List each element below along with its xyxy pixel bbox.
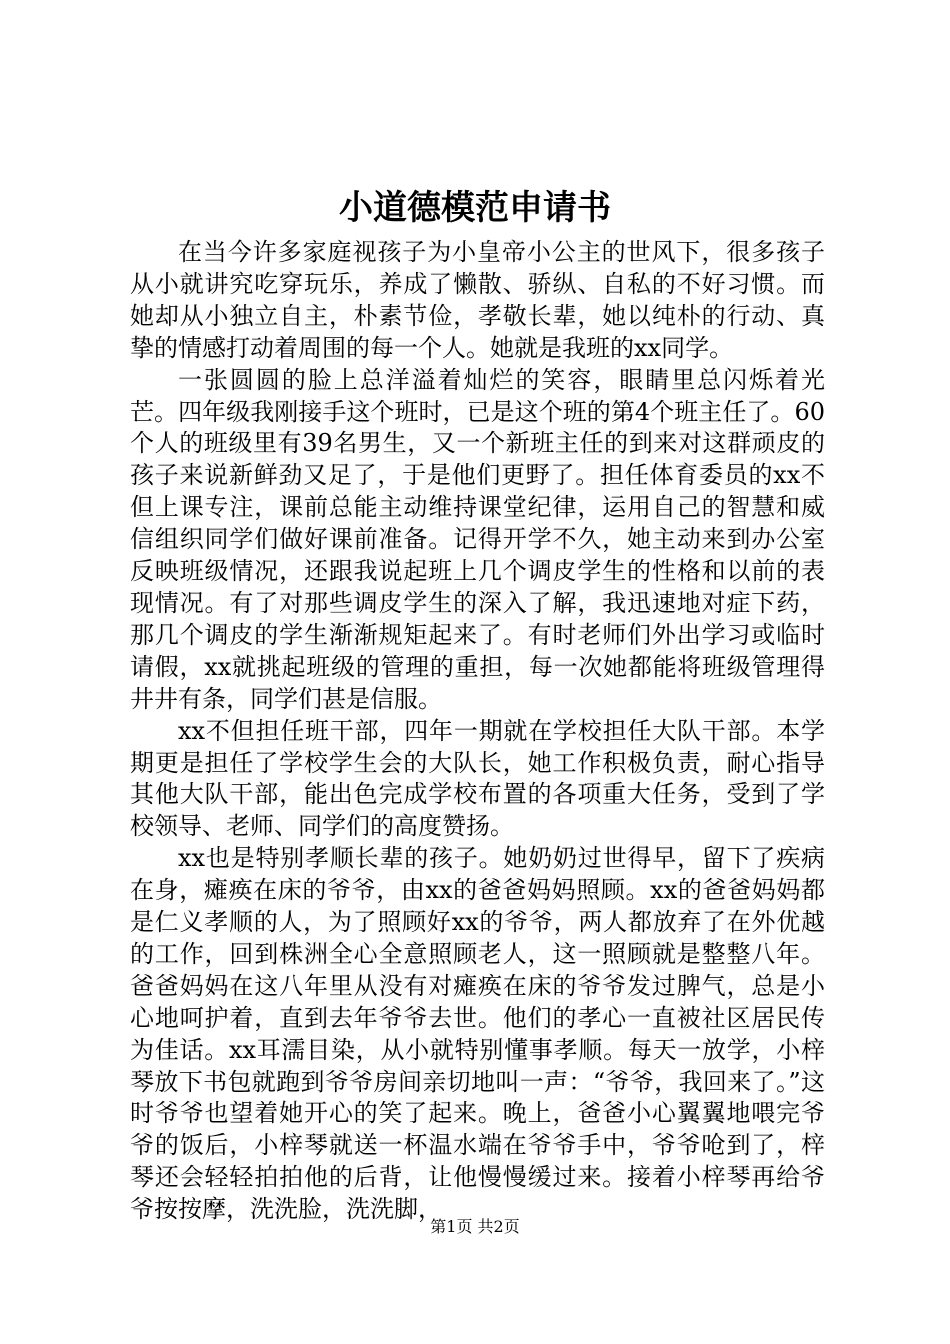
paragraph-4: xx也是特别孝顺长辈的孩子。她奶奶过世得早，留下了疾病在身，瘫痪在床的爷爷，由xx的爸爸妈妈照顾。xx的爸爸妈妈都是仁义孝顺的人，为了照顾好xx的爷爷，两人都放弃了在外优越的工作，回到株洲全心全意照顾老人，这一照顾就是整整八年。爸爸妈妈在这八年里从没有对瘫痪在床的爷爷发过脾气，总是小心地呵护着，直到去年爷爷去世。他们的孝心一直被社区居民传为佳话。xx耳濡目染，从小就特别懂事孝顺。每天一放学，小梓琴放下书包就跑到爷爷房间亲切地叫一声：“爷爷，我回来了。”这时爷爷也望着她开心的笑了起来。晚上，爸爸小心翼翼地喂完爷爷的饭后，小梓琴就送一杯温水端在爷爷手中，爷爷呛到了，梓琴还会轻轻拍拍他的后背，让他慢慢缓过来。接着小梓琴再给爷爷按按摩，洗洗脸，洗洗脚，	[130, 844, 825, 1224]
page-number-footer: 第1页 共2页	[430, 1217, 520, 1236]
paragraph-1: 在当今许多家庭视孩子为小皇帝小公主的世风下，很多孩子从小就讲究吃穿玩乐，养成了懒散、骄纵、自私的不好习惯。而她却从小独立自主，朴素节俭，孝敬长辈，她以纯朴的行动、真挚的情感打动着周围的每一个人。她就是我班的xx同学。	[130, 238, 825, 362]
paragraph-2: 一张圆圆的脸上总洋溢着灿烂的笑容，眼睛里总闪烁着光芒。四年级我刚接手这个班时，已是这个班的第4个班主任了。60个人的班级里有39名男生，又一个新班主任的到来对这群顽皮的孩子来说新鲜劲又足了，于是他们更野了。担任体育委员的xx不但上课专注，课前总能主动维持课堂纪律，运用自己的智慧和威信组织同学们做好课前准备。记得开学不久，她主动来到办公室反映班级情况，还跟我说起班上几个调皮学生的性格和以前的表现情况。有了对那些调皮学生的深入了解，我迅速地对症下药，那几个调皮的学生渐渐规矩起来了。有时老师们外出学习或临时请假，xx就挑起班级的管理的重担，每一次她都能将班级管理得井井有条，同学们甚是信服。	[130, 365, 825, 713]
document-title: 小道德模范申请书	[339, 188, 611, 228]
document-body	[130, 237, 825, 1226]
paragraph-3: xx不但担任班干部，四年一期就在学校担任大队干部。本学期更是担任了学校学生会的大队长，她工作积极负责，耐心指导其他大队干部，能出色完成学校布置的各项重大任务，受到了学校领导、老师、同学们的高度赞扬。	[130, 716, 825, 841]
